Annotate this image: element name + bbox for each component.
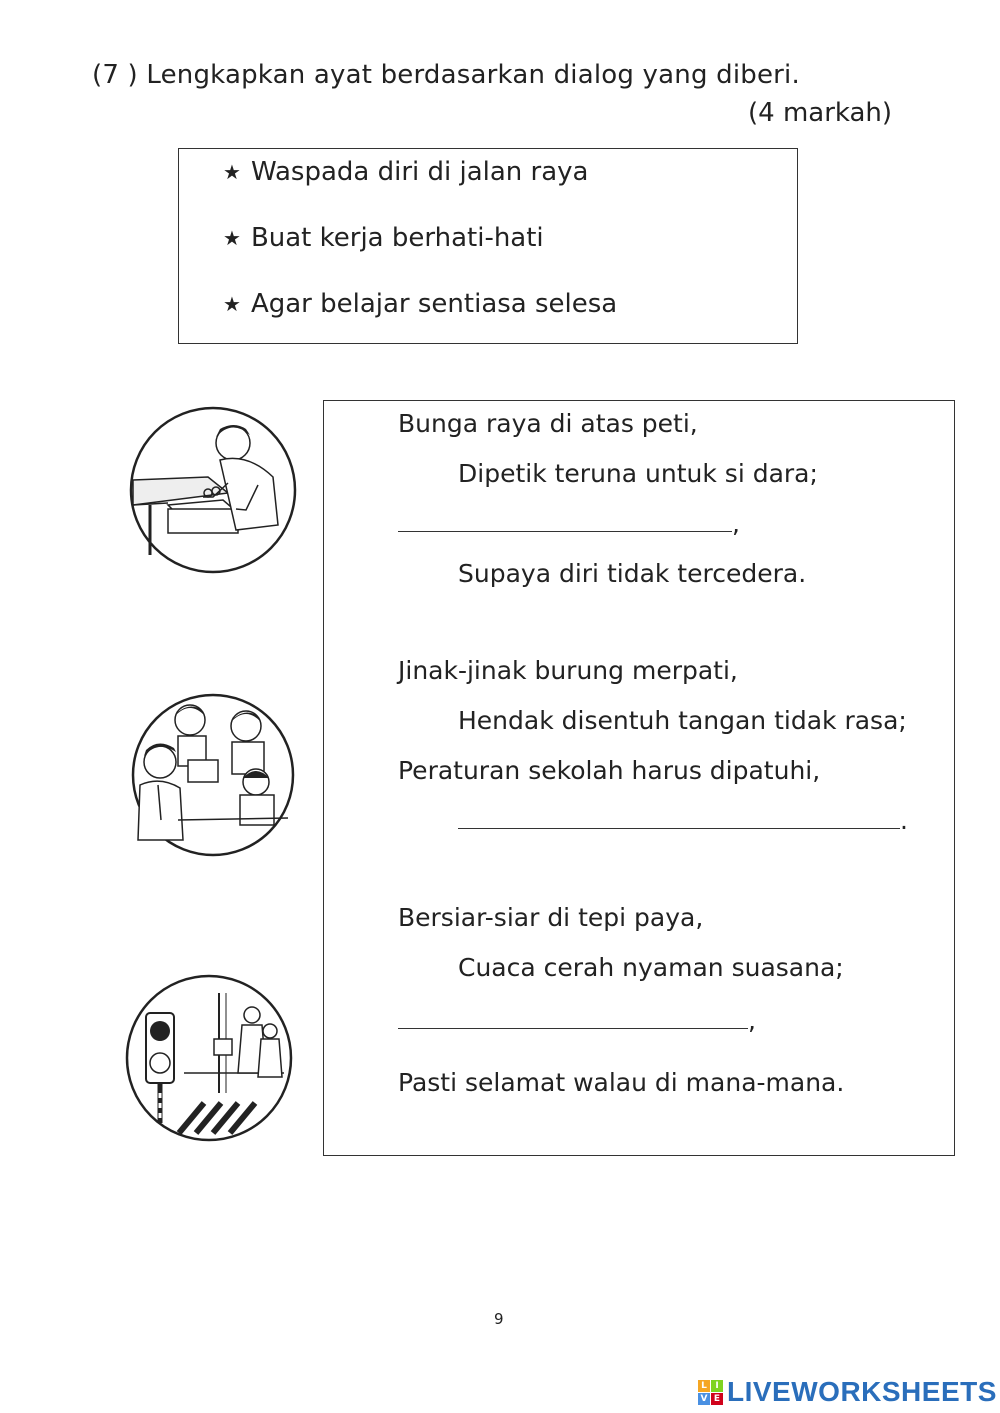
pantun-blank-line xyxy=(398,509,740,538)
pantun-line: Supaya diri tidak tercedera. xyxy=(458,559,807,588)
option-text: Agar belajar sentiasa selesa xyxy=(250,289,618,319)
option-text: Buat kerja berhati-hati xyxy=(250,223,544,253)
blank-punctuation: . xyxy=(900,806,908,835)
logo-mark-icon: L I V E xyxy=(698,1380,723,1405)
pantun-line: Jinak-jinak burung merpati, xyxy=(398,656,738,685)
blank-punctuation: , xyxy=(732,509,740,538)
pantun-line: Cuaca cerah nyaman suasana; xyxy=(458,953,844,982)
answer-blank[interactable] xyxy=(398,1010,748,1029)
boy-cutting-illustration xyxy=(128,405,298,575)
logo-text: LIVEWORKSHEETS xyxy=(727,1376,997,1407)
answer-blank[interactable] xyxy=(458,810,900,829)
star-icon: ★ xyxy=(223,226,241,250)
classroom-illustration xyxy=(128,690,298,860)
page-number: 9 xyxy=(494,1310,504,1328)
marks-label: (4 markah) xyxy=(748,98,893,128)
pantun-blank-line xyxy=(398,1006,756,1035)
liveworksheets-logo xyxy=(698,1376,997,1408)
question-text: (7 ) Lengkapkan ayat berdasarkan dialog yang diberi. xyxy=(92,60,800,90)
option-item xyxy=(223,289,617,319)
pantun-blank-line xyxy=(458,806,908,835)
star-icon: ★ xyxy=(223,160,241,184)
answer-blank[interactable] xyxy=(398,513,732,532)
pantun-box xyxy=(323,400,955,1156)
pantun-line: Dipetik teruna untuk si dara; xyxy=(458,459,818,488)
option-item xyxy=(223,223,544,253)
option-text: Waspada diri di jalan raya xyxy=(250,157,589,187)
pantun-line: Bersiar-siar di tepi paya, xyxy=(398,903,704,932)
pantun-line: Hendak disentuh tangan tidak rasa; xyxy=(458,706,907,735)
road-crossing-illustration xyxy=(124,973,294,1143)
star-icon: ★ xyxy=(223,292,241,316)
blank-punctuation: , xyxy=(748,1006,756,1035)
pantun-line: Bunga raya di atas peti, xyxy=(398,409,698,438)
option-item xyxy=(223,157,589,187)
pantun-line: Peraturan sekolah harus dipatuhi, xyxy=(398,756,821,785)
pantun-line: Pasti selamat walau di mana-mana. xyxy=(398,1068,845,1097)
answer-options-box xyxy=(178,148,798,344)
